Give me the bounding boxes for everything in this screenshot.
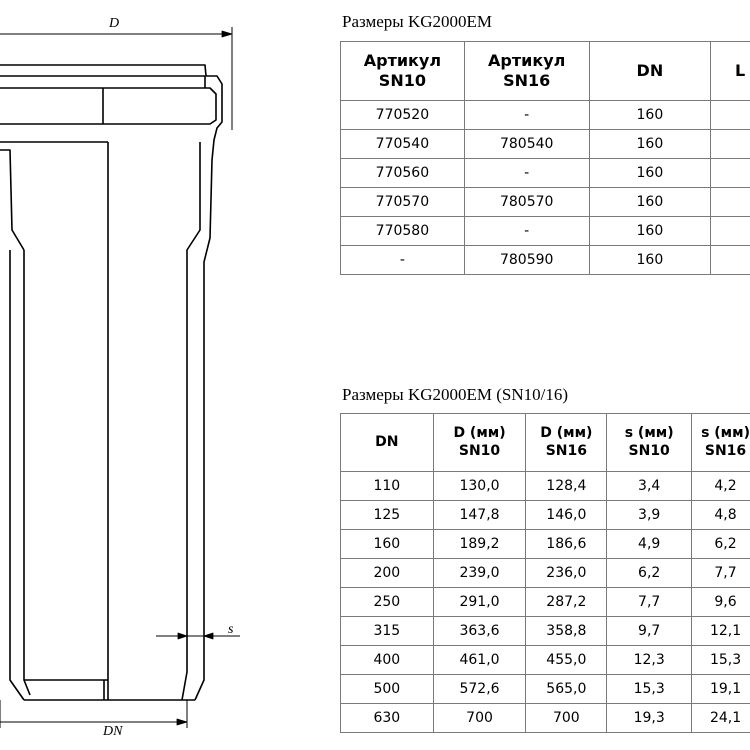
table-cell: 7,7 bbox=[692, 559, 750, 588]
table-row bbox=[341, 472, 750, 501]
table-cell: 147,8 bbox=[433, 501, 526, 530]
table-row bbox=[341, 675, 750, 704]
pipe-drawing bbox=[0, 0, 340, 750]
table-cell: 15,3 bbox=[607, 675, 692, 704]
table-cell: 363,6 bbox=[433, 617, 526, 646]
table-cell: 400 bbox=[341, 646, 434, 675]
table-cell: 770540 bbox=[341, 130, 465, 159]
header-text: Артикул bbox=[363, 51, 442, 70]
header-text: D (мм) bbox=[453, 425, 506, 441]
table-cell: 461,0 bbox=[433, 646, 526, 675]
seal-ring bbox=[0, 88, 216, 124]
table-cell: 565,0 bbox=[526, 675, 607, 704]
table-row bbox=[341, 217, 750, 246]
table-cell bbox=[711, 101, 750, 130]
table-cell: 19,1 bbox=[692, 675, 750, 704]
table-cell bbox=[711, 130, 750, 159]
table-cell: - bbox=[464, 217, 589, 246]
table-cell: 572,6 bbox=[433, 675, 526, 704]
table-cell: 780590 bbox=[464, 246, 589, 275]
header-row bbox=[341, 414, 750, 472]
column-header bbox=[341, 42, 465, 101]
table-cell: 4,9 bbox=[607, 530, 692, 559]
table-row bbox=[341, 246, 750, 275]
articles-table-body bbox=[341, 101, 750, 275]
table-cell bbox=[711, 246, 750, 275]
dimensions-table-header bbox=[341, 414, 750, 472]
column-header bbox=[341, 414, 434, 472]
column-header bbox=[589, 42, 711, 101]
articles-table bbox=[340, 41, 750, 275]
table1-caption: Размеры KG2000EM bbox=[342, 12, 493, 31]
table2-caption: Размеры KG2000EM (SN10/16) bbox=[342, 385, 569, 404]
table-cell: 500 bbox=[341, 675, 434, 704]
table-row bbox=[341, 588, 750, 617]
table-cell: 630 bbox=[341, 704, 434, 733]
table-cell: 7,7 bbox=[607, 588, 692, 617]
header-text: DN bbox=[375, 433, 399, 450]
table-cell: 770570 bbox=[341, 188, 465, 217]
header-text: SN16 bbox=[545, 442, 587, 459]
table-cell: 358,8 bbox=[526, 617, 607, 646]
table-row bbox=[341, 101, 750, 130]
table-cell: 160 bbox=[589, 101, 711, 130]
table-row bbox=[341, 188, 750, 217]
column-header bbox=[607, 414, 692, 472]
table-cell: 19,3 bbox=[607, 704, 692, 733]
table-row bbox=[341, 646, 750, 675]
header-text: s (мм) bbox=[624, 425, 674, 441]
column-header bbox=[433, 414, 526, 472]
table-cell: 128,4 bbox=[526, 472, 607, 501]
table-cell: - bbox=[464, 101, 589, 130]
table-row bbox=[341, 704, 750, 733]
table-cell: 239,0 bbox=[433, 559, 526, 588]
table-cell: 200 bbox=[341, 559, 434, 588]
label-s: s bbox=[228, 622, 234, 637]
header-row bbox=[341, 42, 750, 101]
column-header bbox=[464, 42, 589, 101]
column-header bbox=[526, 414, 607, 472]
dimensions-table-body bbox=[341, 472, 750, 733]
table-cell: 6,2 bbox=[692, 530, 750, 559]
table-cell: 455,0 bbox=[526, 646, 607, 675]
header-text: SN10 bbox=[458, 442, 501, 459]
table-cell: 130,0 bbox=[433, 472, 526, 501]
table-cell: 6,2 bbox=[607, 559, 692, 588]
table-cell: 3,4 bbox=[607, 472, 692, 501]
table-cell: 291,0 bbox=[433, 588, 526, 617]
table-cell: 770520 bbox=[341, 101, 465, 130]
table-cell: 780540 bbox=[464, 130, 589, 159]
table-row bbox=[341, 617, 750, 646]
header-text: s (мм) bbox=[701, 425, 750, 441]
table-cell: 700 bbox=[433, 704, 526, 733]
table-cell: 700 bbox=[526, 704, 607, 733]
table-cell: 160 bbox=[341, 530, 434, 559]
table-cell: 4,8 bbox=[692, 501, 750, 530]
header-text: SN10 bbox=[628, 442, 670, 459]
table-cell: 315 bbox=[341, 617, 434, 646]
table-cell: 189,2 bbox=[433, 530, 526, 559]
table-cell: 770580 bbox=[341, 217, 465, 246]
table-cell: 160 bbox=[589, 246, 711, 275]
table-row bbox=[341, 130, 750, 159]
table-cell bbox=[711, 217, 750, 246]
table-cell: 15,3 bbox=[692, 646, 750, 675]
table-cell: 160 bbox=[589, 188, 711, 217]
pipe-wall-left bbox=[10, 250, 24, 700]
label-dn: DN bbox=[103, 724, 123, 739]
table-cell: 160 bbox=[589, 217, 711, 246]
table-cell bbox=[711, 159, 750, 188]
table-cell: 9,7 bbox=[607, 617, 692, 646]
table-row bbox=[341, 559, 750, 588]
header-text: L bbox=[734, 61, 746, 80]
table-cell: 24,1 bbox=[692, 704, 750, 733]
dimensions-table bbox=[340, 413, 750, 733]
table-cell: 287,2 bbox=[526, 588, 607, 617]
table-cell: 12,1 bbox=[692, 617, 750, 646]
table-cell: - bbox=[464, 159, 589, 188]
table-cell: 9,6 bbox=[692, 588, 750, 617]
table-cell: 3,9 bbox=[607, 501, 692, 530]
table-cell: - bbox=[341, 246, 465, 275]
table-cell: 12,3 bbox=[607, 646, 692, 675]
table-cell: 236,0 bbox=[526, 559, 607, 588]
column-header bbox=[711, 42, 750, 101]
table-row bbox=[341, 159, 750, 188]
header-text: Артикул bbox=[488, 51, 566, 70]
table-cell: 250 bbox=[341, 588, 434, 617]
table-cell: 160 bbox=[589, 130, 711, 159]
table-cell: 770560 bbox=[341, 159, 465, 188]
table-cell bbox=[711, 188, 750, 217]
table-cell: 110 bbox=[341, 472, 434, 501]
header-text: SN10 bbox=[378, 71, 426, 90]
label-d: D bbox=[109, 16, 120, 31]
header-text: D (мм) bbox=[540, 425, 593, 441]
socket-outline bbox=[0, 65, 222, 700]
table-cell: 125 bbox=[341, 501, 434, 530]
header-text: SN16 bbox=[503, 71, 551, 90]
header-text: DN bbox=[636, 61, 664, 80]
articles-table-header bbox=[341, 42, 750, 101]
table-row bbox=[341, 530, 750, 559]
table-cell: 160 bbox=[589, 159, 711, 188]
table-cell: 780570 bbox=[464, 188, 589, 217]
table-cell: 4,2 bbox=[692, 472, 750, 501]
table-cell: 186,6 bbox=[526, 530, 607, 559]
column-header bbox=[692, 414, 750, 472]
table-row bbox=[341, 501, 750, 530]
table-cell: 146,0 bbox=[526, 501, 607, 530]
header-text: SN16 bbox=[704, 442, 747, 459]
